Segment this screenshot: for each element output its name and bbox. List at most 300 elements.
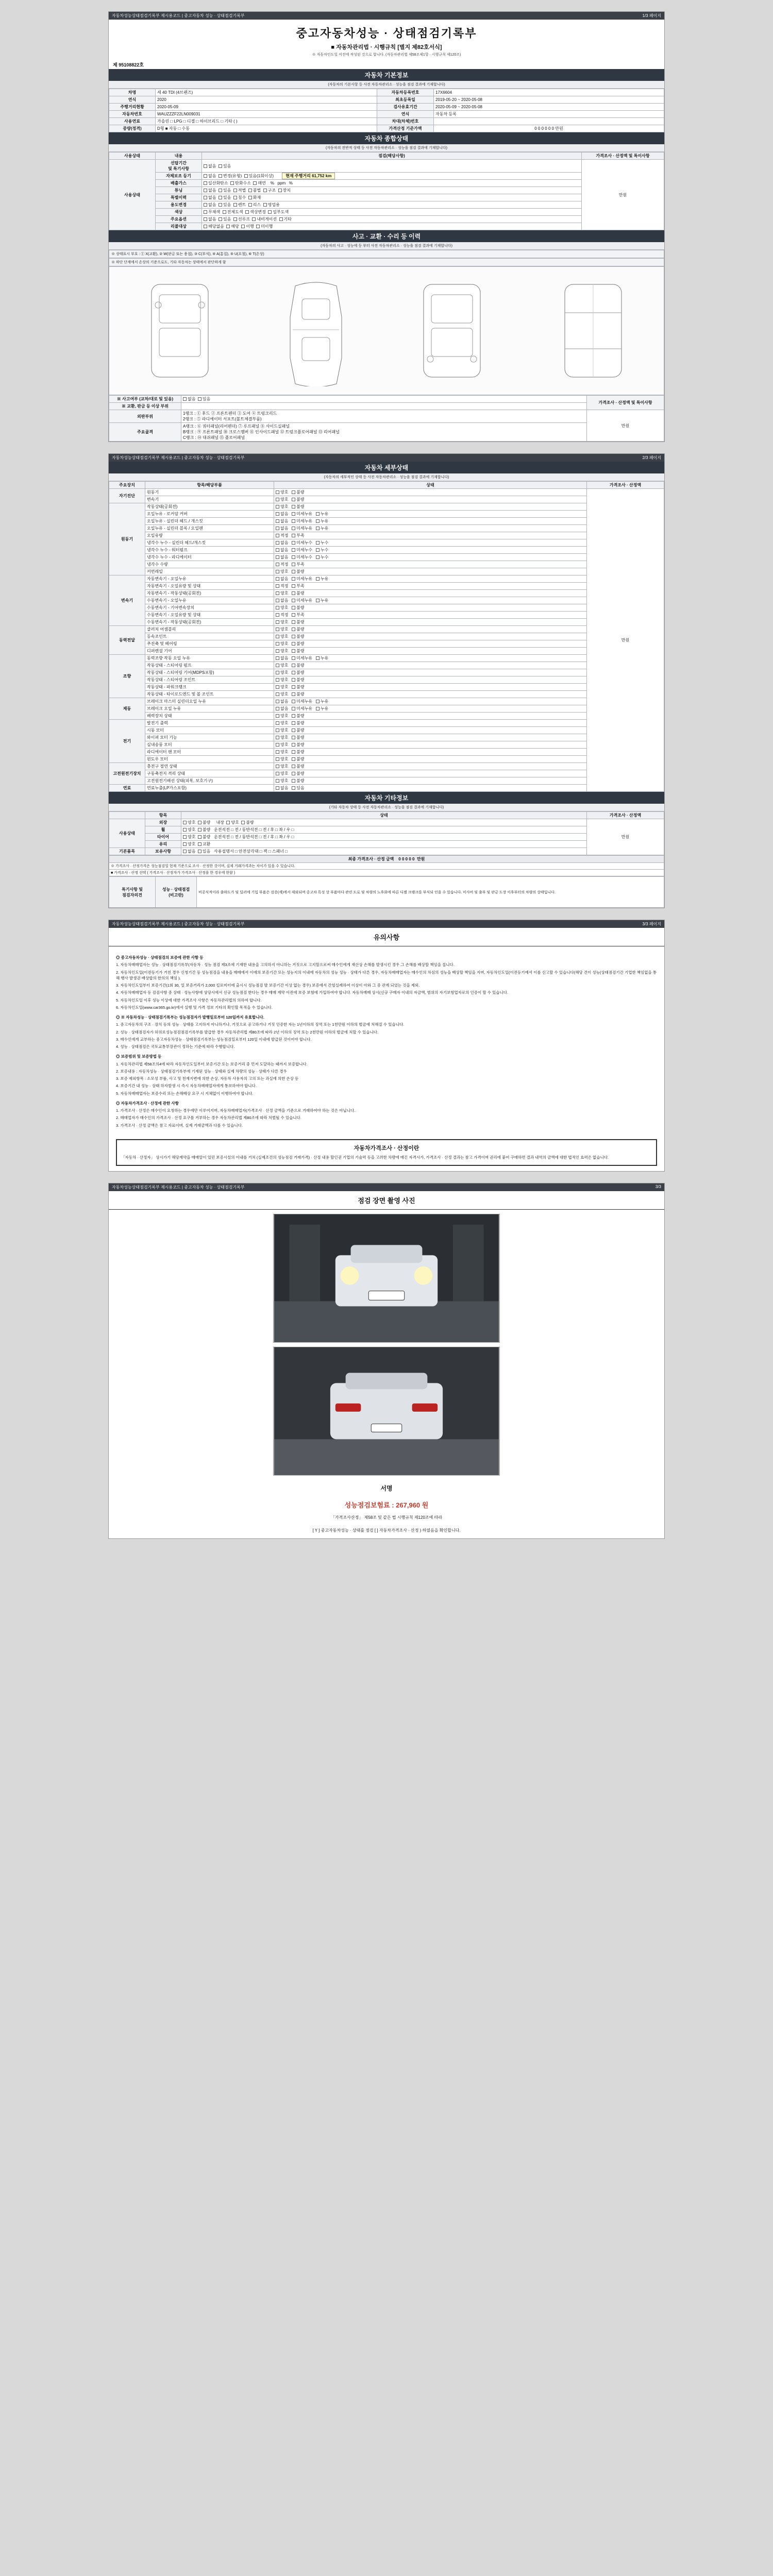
notice-item: 3. 자동차인도일부터 보증기간(1회 30, 일 보증거리가 2,000 킬로미터에 출시시 성능점검 발 보증기간 이상 없는 경우) 보증에서 간헐실례하여 이상이 아와 그 중 관계 되었는 것을 제외. (116, 983, 420, 988)
detail-part-options[interactable]: 양호 불량 (274, 763, 587, 770)
detail-part-options[interactable]: 양호 불량 (274, 626, 587, 633)
page-title: 중고자동차성능 · 상태점검기록부 (296, 27, 477, 40)
checkbox[interactable] (204, 181, 207, 185)
checkbox[interactable] (204, 203, 207, 207)
detail-part-options[interactable]: 적정 부족 (274, 583, 587, 590)
state-opts-4[interactable]: 없음 있음 침수 화재 (202, 194, 582, 201)
checkbox[interactable] (226, 821, 230, 824)
value-vin: WAUZZZF22LN009031 (156, 111, 377, 118)
detail-part-options[interactable]: 양호 불량 (274, 619, 587, 626)
checkbox[interactable] (256, 225, 260, 228)
checkbox[interactable] (276, 692, 279, 696)
checkbox[interactable] (233, 189, 237, 192)
page-topbar-4 (109, 1183, 664, 1191)
state-opts-1[interactable]: 없음 변경(유형) 있음(1회이상) 현재 주행거리 61,752 km (202, 173, 582, 180)
checkbox[interactable] (292, 736, 295, 739)
detail-part-options[interactable]: 양호 불량 (274, 669, 587, 676)
notice-item: 2. 자동차인도일(이전등기가 거친 경우 신청기간 등 성능점검을 내용을 매매에서 이에의 보증기간 또는 성능지의 이내에 자동차의 성능 성능 · 상태가 다른 경우, 자동차매매업자는 매수인의 차심의 성능을 배상할 책임을 지며, 자동차인도일(이전등기에서 이를 신고할 수 있습니다(해당 건이 성능(상태점검기간 기업한 책임없을 통해 행사 발생권 배상합의 한의의 책임 ). (116, 970, 657, 980)
detail-part-options[interactable]: 없음 미세누유 누유 (274, 597, 587, 604)
inspection-fee (109, 1497, 664, 1513)
parts-line: 2랭크 : ⑤ 라디에이터 서포트(볼트체결부품) (183, 417, 262, 421)
checkbox[interactable] (276, 743, 279, 747)
checkbox[interactable] (292, 490, 295, 494)
checkbox[interactable] (276, 620, 279, 624)
table-row (109, 684, 664, 691)
checkbox[interactable] (276, 750, 279, 754)
detail-group-label: 연료 (109, 785, 145, 792)
checkbox[interactable] (276, 707, 279, 710)
checkbox[interactable] (241, 821, 245, 824)
checkbox[interactable] (198, 821, 201, 824)
checkbox[interactable] (276, 757, 279, 761)
checkbox[interactable] (248, 196, 252, 199)
checkbox[interactable] (292, 765, 295, 768)
notice-item: 4. 자동차매매업자 등 검검사항 중 상태 · 성능사항에 상당시에서 신규 성능점검 한다는 경우 매매 계약 이전에 보증 보험에 가입하여야 합니다. 자동차매매 상시(신규 구매자 이내의 자금액, 범위의 자기보험업자로의 인증이 할 수 있습니다. (116, 990, 509, 995)
unit-ppm: ppm (277, 181, 286, 185)
checkbox[interactable] (276, 635, 279, 638)
checkbox[interactable] (292, 779, 295, 783)
checkbox[interactable] (276, 685, 279, 689)
table-row (109, 691, 664, 698)
checkbox[interactable] (316, 555, 320, 559)
table-row (109, 834, 664, 841)
table-row (109, 720, 664, 727)
value-base-price: 0 0 0 0 0 0 만원 (434, 125, 664, 132)
detail-part-label: 수동변속기 - 오일유량 및 상태 (145, 612, 274, 619)
checkbox[interactable] (276, 642, 279, 646)
special-label: 특기사항 및 점검자의견 (109, 877, 156, 908)
detail-part-options[interactable]: 양호 불량 (274, 503, 587, 511)
notice-item: 2. 성능 · 상태점검자가 허위로성능점검점검기록부를 발급한 경우 자동차관리법 제80조에 따라 2년 이하의 징역 또는 2천만원 이하의 벌금에 처할 수 있습니다. (116, 1029, 379, 1035)
state-label-8: 리콜대상 (156, 223, 202, 230)
checkbox[interactable] (276, 570, 279, 573)
checkbox[interactable] (276, 700, 279, 703)
detail-part-label: 발전기 출력 (145, 720, 274, 727)
detail-part-label: 등속조인트 (145, 633, 274, 640)
detail-group-label: 변속기 (109, 575, 145, 626)
table-row (109, 826, 664, 834)
checkbox[interactable] (292, 649, 295, 653)
detail-part-label: 변속기 (145, 496, 274, 503)
checkbox[interactable] (276, 490, 279, 494)
th-detail-0: 주요장치 (109, 482, 145, 489)
checkbox[interactable] (292, 700, 295, 703)
th-etc-2: 상태 (181, 812, 587, 819)
table-row (109, 125, 664, 132)
checkbox[interactable] (292, 570, 295, 573)
table-row (109, 511, 664, 518)
checkbox[interactable] (183, 850, 187, 853)
checkbox[interactable] (263, 203, 267, 207)
checkbox[interactable] (292, 707, 295, 710)
checkbox[interactable] (316, 707, 320, 710)
checkbox[interactable] (276, 563, 279, 566)
state-opts-5[interactable]: 없음 있음 렌트 리스 영업용 (202, 201, 582, 209)
state-opts-8[interactable]: 해당없음 해당 이행 미이행 (202, 223, 582, 230)
checkbox[interactable] (292, 563, 295, 566)
checkbox[interactable] (316, 527, 320, 530)
checkbox[interactable] (183, 821, 187, 824)
checkbox[interactable] (276, 519, 279, 523)
accident-right-head: 가격조사 · 산정액 및 특이사항 (587, 396, 664, 410)
checkbox[interactable] (226, 225, 230, 228)
checkbox[interactable] (245, 210, 249, 214)
checkbox[interactable] (276, 613, 279, 617)
table-row (109, 216, 664, 223)
table-row (109, 547, 664, 554)
checkbox[interactable] (316, 577, 320, 581)
total-check: ■ 가격조사 · 산정 선택 ( 가격조사 · 산정자가 가격조사 · 산정을 한 경우에 한함 ) (109, 870, 664, 876)
detail-part-label: 연료누출(LP가스포함) (145, 785, 274, 792)
checkbox[interactable] (183, 835, 187, 839)
detail-part-options[interactable]: 양호 불량 (274, 568, 587, 575)
table-row (109, 496, 664, 503)
table-row (109, 489, 664, 496)
detail-part-options[interactable]: 없음 미세누유 누유 (274, 655, 587, 662)
checkbox[interactable] (276, 714, 279, 718)
checkbox[interactable] (292, 577, 295, 581)
state-opts-0[interactable]: 없음 있음 (202, 160, 582, 173)
detail-part-options[interactable]: 양호 불량 (274, 640, 587, 648)
checkbox[interactable] (276, 534, 279, 537)
detail-part-options[interactable]: 양호 불량 (274, 720, 587, 727)
detail-group-label: 전기 (109, 720, 145, 763)
topbar-left-2: 자동차성능상태점검기록부 제시용코드 | 중고자동차 성능 · 상태점검기록부 (112, 455, 245, 460)
checkbox[interactable] (276, 548, 279, 552)
checkbox[interactable] (316, 512, 320, 516)
state-opts-3[interactable]: 없음 있음 적법 불법 구조 장치 (202, 187, 582, 194)
checkbox[interactable] (292, 656, 295, 660)
total-label (109, 856, 664, 863)
checkbox[interactable] (292, 498, 295, 501)
detail-part-options[interactable]: 적정 부족 (274, 561, 587, 568)
checkbox[interactable] (316, 541, 320, 545)
detail-part-options[interactable]: 양호 불량 (274, 489, 587, 496)
table-row (109, 863, 664, 870)
detail-part-options[interactable]: 없음 미세누유 누유 (274, 518, 587, 525)
mileage-badge (282, 173, 335, 179)
detail-part-options[interactable]: 양호 불량 (274, 741, 587, 749)
checkbox[interactable] (292, 548, 295, 552)
detail-part-options[interactable]: 없음 미세누유 누유 (274, 575, 587, 583)
etc-opts-0[interactable]: 양호 불량 내장 양호 불량 (181, 819, 587, 826)
checkbox[interactable] (233, 196, 237, 199)
total-digit-4: 0 (412, 857, 415, 861)
value-year2: 자동차 등록 (434, 111, 664, 118)
accident-note-1: ※ 상태표시 부호 : ① X(교환), ② W(판금 또는 용접), ③ C(부식), ④ A(흠집), ⑤ U(요철), ⑥ T(손상) (109, 250, 664, 258)
checkbox[interactable] (292, 692, 295, 696)
etc-side-label: 사용상태 (109, 819, 145, 848)
total-table (109, 855, 664, 876)
detail-part-options[interactable]: 양호 불량 (274, 590, 587, 597)
section-accident-sub: (자동차의 사고 · 성능에 등 부터 사전 자동차관리소 · 성능을 점검 결과에 기재합니다) (109, 242, 664, 250)
checkbox[interactable] (292, 541, 295, 545)
checkbox[interactable] (316, 599, 320, 602)
checkbox[interactable] (276, 786, 279, 790)
table-row (109, 410, 664, 423)
detail-part-options[interactable]: 없음 미세누수 누수 (274, 547, 587, 554)
checkbox[interactable] (219, 196, 222, 199)
car-side-right-diagram (413, 277, 491, 385)
state-opts-2[interactable]: 일산화탄소 탄화수소 매연 % ppm % (202, 180, 582, 187)
notice-item: 3. 매수인에게 교부하는 중고자동차성능 · 상태점검기록부는 성능점검일로부터 120일 이내에 발급된 것이어야 합니다. (116, 1037, 312, 1042)
checkbox[interactable] (276, 628, 279, 631)
detail-part-options[interactable]: 양호 불량 (274, 684, 587, 691)
checkbox[interactable] (248, 189, 252, 192)
detail-part-options[interactable]: 양호 불량 (274, 662, 587, 669)
checkbox[interactable] (276, 671, 279, 674)
checkbox[interactable] (204, 196, 207, 199)
detail-part-options[interactable]: 적정 부족 (274, 612, 587, 619)
checkbox[interactable] (253, 181, 257, 185)
checkbox[interactable] (268, 210, 272, 214)
damage-diagram (109, 266, 664, 395)
checkbox[interactable] (219, 203, 222, 207)
etc-opts-2[interactable]: 양호 불량 운전석전 □ 전 / 동반석전 □ 전 / 후 □ 좌 / 우 □ (181, 834, 587, 841)
checkbox[interactable] (276, 656, 279, 660)
checkbox[interactable] (278, 189, 282, 192)
checkbox[interactable] (292, 613, 295, 617)
etc-opts-3[interactable]: 양호 교환 (181, 841, 587, 848)
checkbox[interactable] (316, 656, 320, 660)
detail-part-options[interactable]: 없음 미세누수 누수 (274, 539, 587, 547)
checkbox[interactable] (292, 519, 295, 523)
checkbox[interactable] (198, 842, 201, 846)
state-label-0: 선탑기간 및 특기사항 (156, 160, 202, 173)
checkbox[interactable] (279, 217, 283, 221)
checkbox[interactable] (276, 765, 279, 768)
table-header-row (109, 482, 664, 489)
checkbox[interactable] (316, 700, 320, 703)
accident-right-value: 만원 (587, 410, 664, 442)
checkbox[interactable] (276, 512, 279, 516)
detail-part-options[interactable]: 양호 불량 (274, 676, 587, 684)
checkbox[interactable] (183, 828, 187, 832)
detail-part-options[interactable]: 양호 불량 (274, 756, 587, 763)
state-label-5: 용도변경 (156, 201, 202, 209)
total-digit-1: 0 (401, 857, 405, 861)
label-mileage-status: 주행거리현황 (109, 104, 156, 111)
checkbox[interactable] (276, 772, 279, 775)
detail-part-options[interactable]: 양호 불량 (274, 749, 587, 756)
checkbox[interactable] (198, 835, 201, 839)
checkbox[interactable] (233, 217, 237, 221)
notice-item: 4. 보증기간 내 성능 · 상태 하자발생 시 즉시 자동차매매업자에게 통보하여야 합니다. (116, 1083, 257, 1089)
state-label-4: 특별이력 (156, 194, 202, 201)
etc-label-0: 외장 (145, 819, 181, 826)
table-row (109, 561, 664, 568)
checkbox[interactable] (183, 842, 187, 846)
checkbox[interactable] (292, 599, 295, 602)
parts-line: 1랭크 : ① 후드 ② 프론트펜더 ③ 도어 ④ 트렁크리드 (183, 411, 277, 416)
detail-part-options[interactable]: 양호 불량 (274, 713, 587, 720)
topbar-right-2: 2/3 페이지 (642, 455, 661, 460)
table-row (109, 503, 664, 511)
label-base-price: 가격산정 기준가액 (377, 125, 434, 132)
checkbox[interactable] (219, 189, 222, 192)
detail-part-options[interactable]: 없음 미세누유 누유 (274, 511, 587, 518)
detail-part-options[interactable]: 양호 불량 (274, 691, 587, 698)
checkbox[interactable] (292, 527, 295, 530)
checkbox[interactable] (292, 743, 295, 747)
special-table (109, 876, 664, 908)
detail-part-options[interactable]: 양호 불량 (274, 727, 587, 734)
accident-sub1-opts[interactable]: 없음 있음 (181, 396, 587, 403)
checkbox[interactable] (276, 541, 279, 545)
checkbox[interactable] (292, 606, 295, 609)
checkbox[interactable] (276, 728, 279, 732)
checkbox[interactable] (276, 577, 279, 581)
notice-item: 5. 자동차인도일 이후 성능 이상에 대한 가격조사 사항은 자동차관리법의 의하여 합니다. (116, 997, 262, 1003)
section-detail-sub: (자동차의 세부적인 상태 등 사전 자동차관리소 · 성능을 점검 결과에 기재합니다) (109, 473, 664, 481)
page-4 (108, 1183, 665, 1539)
checkbox[interactable] (276, 736, 279, 739)
checkbox[interactable] (248, 203, 252, 207)
value-car-name: 세 40 TDI (4브랜즈) (156, 89, 377, 96)
checkbox[interactable] (292, 584, 295, 588)
checkbox[interactable] (292, 786, 295, 790)
checkbox[interactable] (276, 555, 279, 559)
detail-part-options[interactable]: 양호 불량 (274, 496, 587, 503)
checkbox[interactable] (292, 671, 295, 674)
total-label-text: 최종 가격조사 · 산정 금액 (348, 857, 394, 861)
detail-part-label: 자동변속기 - 오일누유 (145, 575, 274, 583)
label-first-reg: 최초등록일 (377, 96, 434, 104)
checkbox[interactable] (292, 512, 295, 516)
detail-group-label: 조향 (109, 655, 145, 698)
detail-group-label: 제동 (109, 698, 145, 720)
checkbox[interactable] (204, 210, 207, 214)
notice-item: ◎ 보증범위 및 보증방법 등 (116, 1054, 162, 1059)
detail-part-label: 브레이크 마스터 실린더오일 누유 (145, 698, 274, 705)
detail-part-label: 수동변속기 - 기어변속장치 (145, 604, 274, 612)
footer-definition-box (116, 1139, 657, 1166)
checkbox[interactable] (276, 498, 279, 501)
detail-part-label: 냉각수 누수 - 라디에이터 (145, 554, 274, 561)
checkbox[interactable] (276, 606, 279, 609)
checkbox[interactable] (292, 555, 295, 559)
checkbox[interactable] (198, 850, 201, 853)
checkbox[interactable] (219, 164, 222, 168)
checkbox[interactable] (204, 189, 207, 192)
checkbox[interactable] (276, 721, 279, 725)
checkbox[interactable] (276, 584, 279, 588)
checkbox[interactable] (292, 664, 295, 667)
checkbox[interactable] (204, 217, 207, 221)
detail-part-label: 시동 모터 (145, 727, 274, 734)
checkbox[interactable] (292, 750, 295, 754)
detail-part-options[interactable]: 없음 있음 (274, 785, 587, 792)
table-row (109, 633, 664, 640)
checkbox[interactable] (292, 721, 295, 725)
detail-right-value: 만원 (587, 489, 664, 792)
checkbox[interactable] (316, 519, 320, 523)
checkbox[interactable] (198, 828, 201, 832)
detail-part-options[interactable]: 양호 불량 (274, 770, 587, 777)
checkbox[interactable] (263, 189, 267, 192)
checkbox[interactable] (244, 174, 248, 178)
checkbox[interactable] (219, 217, 222, 221)
detail-part-options[interactable]: 양호 불량 (274, 734, 587, 741)
checkbox[interactable] (183, 397, 187, 401)
state-opts-6[interactable]: 무채색 전체도색 색상변경 일부도색 (202, 209, 582, 216)
checkbox[interactable] (292, 635, 295, 638)
checkbox[interactable] (276, 664, 279, 667)
table-row (109, 676, 664, 684)
table-row (109, 104, 664, 111)
checkbox[interactable] (292, 642, 295, 646)
total-digit-2: 0 (405, 857, 408, 861)
state-opts-7[interactable]: 없음 있음 선루프 내비게이션 기타 (202, 216, 582, 223)
detail-part-options[interactable]: 양호 불량 (274, 648, 587, 655)
detail-part-options[interactable]: 없음 미세누유 누유 (274, 698, 587, 705)
checkbox[interactable] (292, 772, 295, 775)
checkbox[interactable] (292, 728, 295, 732)
checkbox[interactable] (292, 628, 295, 631)
notice-item: 4. 성능 · 상태점검은 국토교통부장관이 정하는 기준에 따라 수행합니다. (116, 1044, 235, 1049)
detail-part-options[interactable]: 적정 부족 (274, 532, 587, 539)
checkbox[interactable] (204, 164, 207, 168)
checkbox[interactable] (241, 225, 245, 228)
table-row (109, 223, 664, 230)
checkbox[interactable] (276, 649, 279, 653)
checkbox[interactable] (276, 779, 279, 783)
checkbox[interactable] (292, 678, 295, 682)
checkbox[interactable] (292, 505, 295, 509)
table-row (109, 209, 664, 216)
checkbox[interactable] (292, 757, 295, 761)
detail-part-label: 클러치 어셈블리 (145, 626, 274, 633)
checkbox[interactable] (204, 174, 207, 178)
accident-sub2-opts (181, 403, 587, 410)
parts-group-0: 외판부위 (109, 410, 181, 423)
checkbox[interactable] (204, 225, 207, 228)
detail-part-options[interactable]: 없음 미세누수 누수 (274, 554, 587, 561)
detail-part-options[interactable]: 양호 불량 (274, 604, 587, 612)
detail-part-label: 오일누유 - 로커암 커버 (145, 511, 274, 518)
checkbox[interactable] (276, 678, 279, 682)
etc-opts-1[interactable]: 양호 불량 운전석전 □ 전 / 동반석전 □ 전 / 후 □ 좌 / 우 □ (181, 826, 587, 834)
detail-part-options[interactable]: 없음 미세누유 누유 (274, 525, 587, 532)
detail-part-options[interactable]: 없음 미세누유 누유 (274, 705, 587, 713)
checkbox[interactable] (198, 397, 201, 401)
table-row (109, 568, 664, 575)
checkbox[interactable] (292, 591, 295, 595)
parts-group-1-lines (181, 423, 587, 442)
checkbox[interactable] (252, 217, 256, 221)
detail-part-label: 작동상태 - 스티어링 조인트 (145, 676, 274, 684)
checkbox[interactable] (292, 620, 295, 624)
etc-label-3: 유리 (145, 841, 181, 848)
checkbox[interactable] (219, 174, 222, 178)
checkbox[interactable] (276, 599, 279, 602)
checkbox[interactable] (292, 534, 295, 537)
checkbox[interactable] (276, 505, 279, 509)
detail-part-options[interactable]: 양호 불량 (274, 633, 587, 640)
checkbox[interactable] (316, 548, 320, 552)
checkbox[interactable] (292, 685, 295, 689)
checkbox[interactable] (276, 527, 279, 530)
detail-part-options[interactable]: 양호 불량 (274, 777, 587, 785)
checkbox[interactable] (292, 714, 295, 718)
checkbox[interactable] (276, 591, 279, 595)
table-row (109, 403, 664, 410)
etc-opts-4[interactable]: 없음 있음 사용설명서 □ 안전삼각대 □ 잭 □ 스패너 □ (181, 848, 587, 855)
checkbox[interactable] (233, 203, 237, 207)
checkbox[interactable] (223, 210, 226, 214)
table-row (109, 583, 664, 590)
checkbox[interactable] (230, 181, 234, 185)
